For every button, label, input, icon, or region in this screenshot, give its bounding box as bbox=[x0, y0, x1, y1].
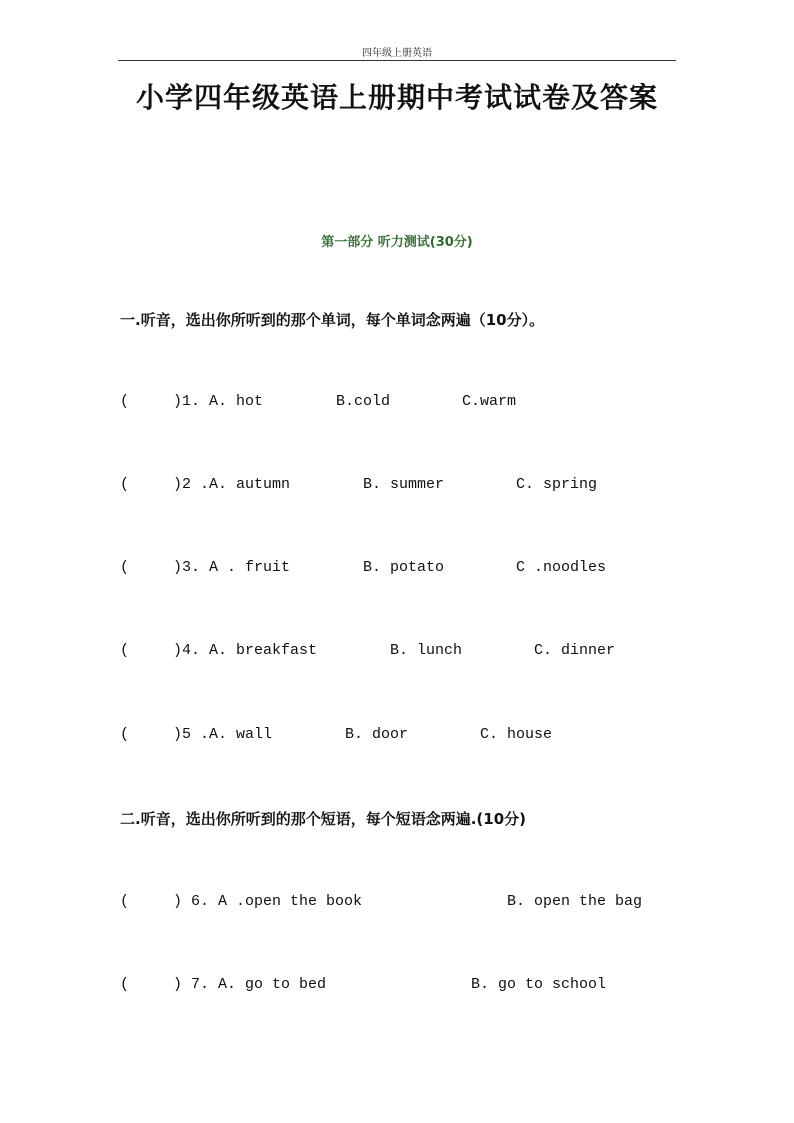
option-c: C .noodles bbox=[516, 559, 607, 576]
option-a: )4. A. breakfast bbox=[173, 642, 318, 659]
option-b: B. potato bbox=[363, 559, 445, 576]
question-3 bbox=[120, 559, 607, 579]
option-a: )3. A . fruit bbox=[173, 559, 291, 576]
option-c: C. spring bbox=[516, 476, 598, 493]
answer-paren: ( bbox=[120, 726, 130, 743]
option-a: )5 .A. wall bbox=[173, 726, 273, 743]
page-title: 小学四年级英语上册期中考试试卷及答案 bbox=[135, 81, 658, 114]
option-a: )1. A. hot bbox=[173, 393, 264, 410]
option-c: C. house bbox=[480, 726, 553, 743]
option-b: B. go to school bbox=[471, 976, 607, 993]
answer-paren: ( bbox=[120, 642, 130, 659]
question-5 bbox=[120, 726, 553, 746]
option-b: B.cold bbox=[336, 393, 391, 410]
option-b: B. summer bbox=[363, 476, 445, 493]
question-4 bbox=[120, 642, 616, 662]
option-a: ) 6. A .open the book bbox=[173, 893, 363, 910]
section-2-heading: 二.听音，选出你所听到的那个短语，每个短语念两遍.(10分) bbox=[120, 810, 526, 828]
page-header: 四年级上册英语 bbox=[362, 48, 432, 59]
option-c: C. dinner bbox=[534, 642, 616, 659]
section-1-heading: 一.听音，选出你所听到的那个单词，每个单词念两遍（10分）。 bbox=[120, 311, 545, 329]
question-1 bbox=[120, 393, 517, 413]
question-2 bbox=[120, 476, 598, 496]
answer-paren: ( bbox=[120, 559, 130, 576]
answer-paren: ( bbox=[120, 893, 130, 910]
question-7 bbox=[120, 976, 607, 996]
question-6 bbox=[120, 893, 643, 913]
answer-paren: ( bbox=[120, 476, 130, 493]
option-b: B. open the bag bbox=[507, 893, 643, 910]
option-a: ) 7. A. go to bed bbox=[173, 976, 327, 993]
answer-paren: ( bbox=[120, 393, 130, 410]
option-c: C.warm bbox=[462, 393, 517, 410]
header-divider bbox=[118, 60, 676, 61]
part-heading: 第一部分 听力测试(30分) bbox=[321, 235, 473, 250]
option-b: B. lunch bbox=[390, 642, 463, 659]
option-a: )2 .A. autumn bbox=[173, 476, 291, 493]
option-b: B. door bbox=[345, 726, 409, 743]
answer-paren: ( bbox=[120, 976, 130, 993]
